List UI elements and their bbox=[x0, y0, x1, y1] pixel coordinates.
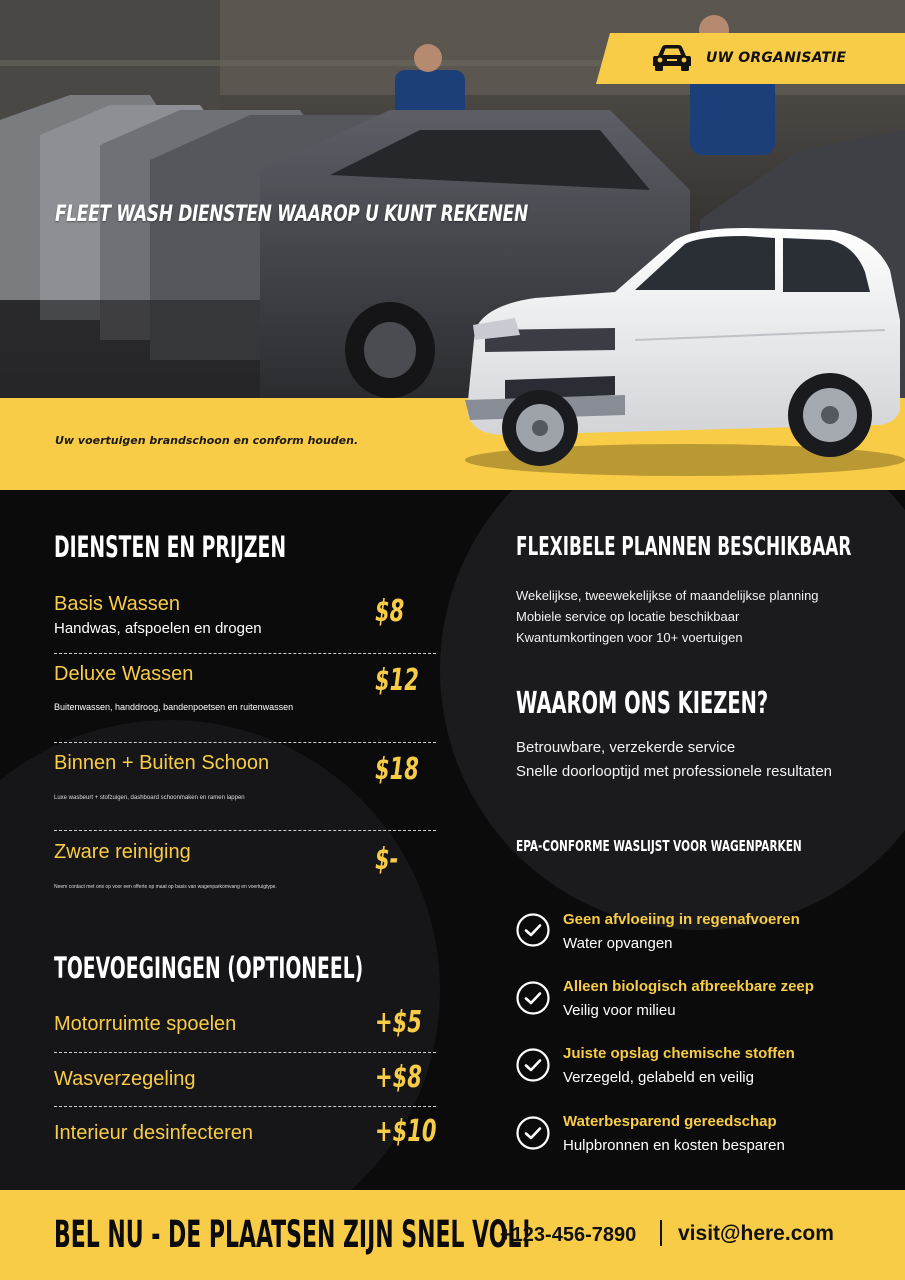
service-name: Zware reiniging bbox=[54, 841, 191, 863]
addon-price: +$10 bbox=[375, 1114, 437, 1149]
why-line: Betrouwbare, verzekerde service bbox=[516, 739, 736, 756]
white-suv-image bbox=[445, 210, 905, 480]
divider bbox=[54, 1106, 436, 1107]
divider bbox=[54, 742, 436, 743]
checklist-desc: Veilig voor milieu bbox=[563, 1002, 676, 1019]
footer-call-to-action: BEL NU - DE PLAATSEN ZIJN SNEL VOL! bbox=[54, 1213, 532, 1256]
checklist-title: Juiste opslag chemische stoffen bbox=[563, 1045, 795, 1062]
service-name: Basis Wassen bbox=[54, 593, 180, 615]
check-circle-icon bbox=[516, 913, 550, 947]
check-circle-icon bbox=[516, 1116, 550, 1150]
hero-subtitle: Uw voertuigen brandschoon en conform houden. bbox=[55, 434, 359, 447]
plan-line: Kwantumkortingen voor 10+ voertuigen bbox=[516, 630, 743, 645]
checklist-title: Waterbesparend gereedschap bbox=[563, 1113, 777, 1130]
addon-name: Interieur desinfecteren bbox=[54, 1122, 254, 1144]
service-price: $- bbox=[375, 842, 399, 877]
checklist-title: Geen afvloeiing in regenafvoeren bbox=[563, 911, 800, 928]
addon-name: Wasverzegeling bbox=[54, 1068, 196, 1090]
service-description: Neem contact met ons op voor een offerte op maat op basis van wagenparkomvang en voertuigtype. bbox=[54, 884, 277, 890]
service-price: $8 bbox=[375, 594, 405, 629]
services-heading: DIENSTEN EN PRIJZEN bbox=[54, 530, 287, 564]
service-price: $12 bbox=[375, 663, 419, 698]
service-name: Binnen + Buiten Schoon bbox=[54, 752, 270, 774]
service-description: Luxe wasbeurt + stofzuigen, dashboard schoonmaken en ramen lappen bbox=[54, 795, 245, 801]
service-description: Handwas, afspoelen en drogen bbox=[54, 620, 262, 637]
hero-title: FLEET WASH DIENSTEN WAAROP U KUNT REKENEN bbox=[55, 202, 528, 227]
divider bbox=[54, 830, 436, 831]
hero-section bbox=[0, 0, 905, 490]
checklist-desc: Verzegeld, gelabeld en veilig bbox=[563, 1069, 754, 1086]
divider bbox=[54, 1052, 436, 1053]
checklist-desc: Hulpbronnen en kosten besparen bbox=[563, 1137, 785, 1154]
why-heading: WAAROM ONS KIEZEN? bbox=[516, 686, 769, 721]
addons-heading: TOEVOEGINGEN (OPTIONEEL) bbox=[54, 951, 364, 985]
checklist-title: Alleen biologisch afbreekbare zeep bbox=[563, 978, 814, 995]
footer-phone[interactable]: +123-456-7890 bbox=[500, 1224, 637, 1246]
check-circle-icon bbox=[516, 1048, 550, 1082]
epa-heading: EPA-CONFORME WASLIJST VOOR WAGENPARKEN bbox=[516, 837, 802, 855]
service-price: $18 bbox=[375, 752, 419, 787]
plan-line: Wekelijkse, tweewekelijkse of maandelijkse planning bbox=[516, 588, 819, 603]
footer-separator bbox=[660, 1220, 662, 1246]
plan-line: Mobiele service op locatie beschikbaar bbox=[516, 609, 740, 624]
footer-website[interactable]: visit@here.com bbox=[678, 1222, 834, 1245]
organization-name: UW ORGANISATIE bbox=[706, 50, 847, 66]
addon-price: +$8 bbox=[375, 1060, 422, 1095]
addon-price: +$5 bbox=[375, 1005, 422, 1040]
service-description: Buitenwassen, handdroog, bandenpoetsen en ruitenwassen bbox=[54, 702, 294, 712]
addon-name: Motorruimte spoelen bbox=[54, 1013, 237, 1035]
checklist-desc: Water opvangen bbox=[563, 935, 673, 952]
divider bbox=[54, 653, 436, 654]
check-circle-icon bbox=[516, 981, 550, 1015]
service-name: Deluxe Wassen bbox=[54, 663, 194, 685]
plans-heading: FLEXIBELE PLANNEN BESCHIKBAAR bbox=[516, 532, 852, 562]
why-line: Snelle doorlooptijd met professionele resultaten bbox=[516, 763, 833, 780]
car-icon bbox=[652, 44, 692, 72]
